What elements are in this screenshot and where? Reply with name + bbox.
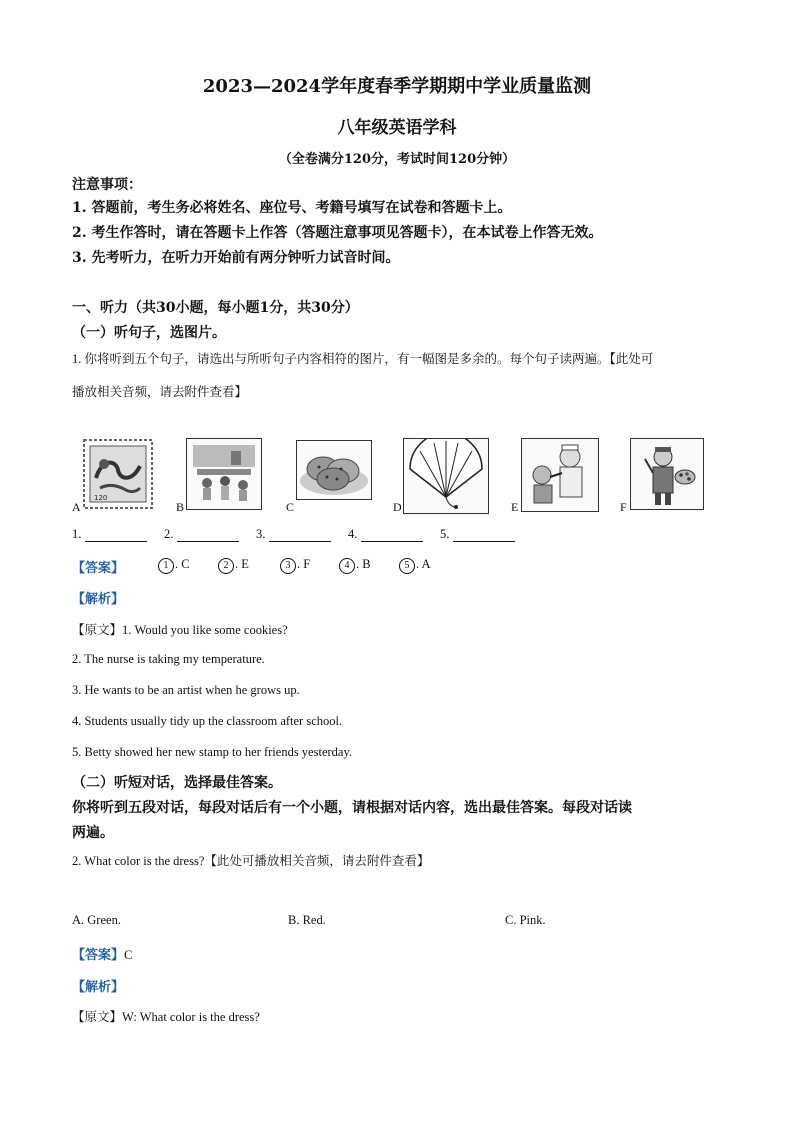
answer-4: 4 . B [339,557,371,574]
picture-label-a: A [72,500,81,514]
part1-title: （一）听句子，选图片。 [72,325,226,341]
q2-option-b[interactable]: B. Red. [288,913,326,927]
analysis-label: 【解析】 [72,592,125,607]
q2-question: 2. What color is the dress?【此处可播放相关音频，请去附件查看】 [72,854,430,868]
exam-title: 2023—2024学年度春季学期期中学业质量监测 [202,76,592,97]
cookies-plate-icon [296,440,372,500]
picture-label-e: E [511,500,519,514]
blank-5[interactable]: 5. [440,527,515,542]
svg-text:120: 120 [94,494,108,502]
q1-instruction-line1: 1. 你将听到五个句子，请选出与所听句子内容相符的图片，有一幅图是多余的。每个句子读两遍。【此处可 [72,352,654,366]
blank-2[interactable]: 2. [164,527,239,542]
nurse-temperature-icon [521,438,599,512]
q2-answer-row: 【答案】C [72,948,133,963]
blank-4[interactable]: 4. [348,527,423,542]
q2-option-a[interactable]: A. Green. [72,913,121,927]
notice-item-2: 2. 考生作答时，请在答题卡上作答（答题注意事项见答题卡），在本试卷上作答无效。 [72,225,603,241]
q2-transcript: 【原文】W: What color is the dress? [72,1010,260,1024]
dragon-stamp-icon [82,438,154,510]
picture-label-d: D [393,500,402,514]
part2-instruction-line1: 你将听到五段对话，每段对话后有一个小题，请根据对话内容，选出最佳答案。每段对话读 [72,800,632,816]
blank-1[interactable]: 1. [72,527,147,542]
answer-label: 【答案】 [72,561,125,576]
classroom-cleaning-icon [186,438,262,510]
q1-instruction-line2: 播放相关音频，请去附件查看】 [72,385,248,399]
answer-1: 1 . C [158,557,190,574]
q2-analysis-label: 【解析】 [72,980,125,995]
notice-item-3: 3. 先考听力，在听力开始前有两分钟听力试音时间。 [72,250,400,266]
section-title: 一、听力（共30小题，每小题1分，共30分） [72,300,359,316]
transcript-line-3: 3. He wants to be an artist when he grows up. [72,683,300,697]
folding-fan-icon [403,438,489,514]
exam-subject: 八年级英语学科 [337,118,457,138]
part2-title: （二）听短对话，选择最佳答案。 [72,775,282,791]
transcript-line-5: 5. Betty showed her new stamp to her friends yesterday. [72,745,353,759]
picture-label-b: B [176,500,185,514]
transcript-line-4: 4. Students usually tidy up the classroom after school. [72,714,343,728]
answer-2: 2 . E [218,557,249,574]
part2-instruction-line2: 两遍。 [72,825,114,841]
answer-5: 5 . A [399,557,431,574]
picture-label-f: F [620,500,627,514]
artist-painter-icon [630,438,704,510]
q2-option-c[interactable]: C. Pink. [505,913,546,927]
blank-3[interactable]: 3. [256,527,331,542]
score-note: （全卷满分120分，考试时间120分钟） [278,152,516,167]
transcript-line-2: 2. The nurse is taking my temperature. [72,652,265,666]
transcript-line-1: 【原文】1. Would you like some cookies? [72,623,288,637]
picture-label-c: C [286,500,295,514]
notice-item-1: 1. 答题前，考生务必将姓名、座位号、考籍号填写在试卷和答题卡上。 [72,200,512,216]
answer-3: 3 . F [280,557,310,574]
notice-heading: 注意事项： [72,177,142,193]
